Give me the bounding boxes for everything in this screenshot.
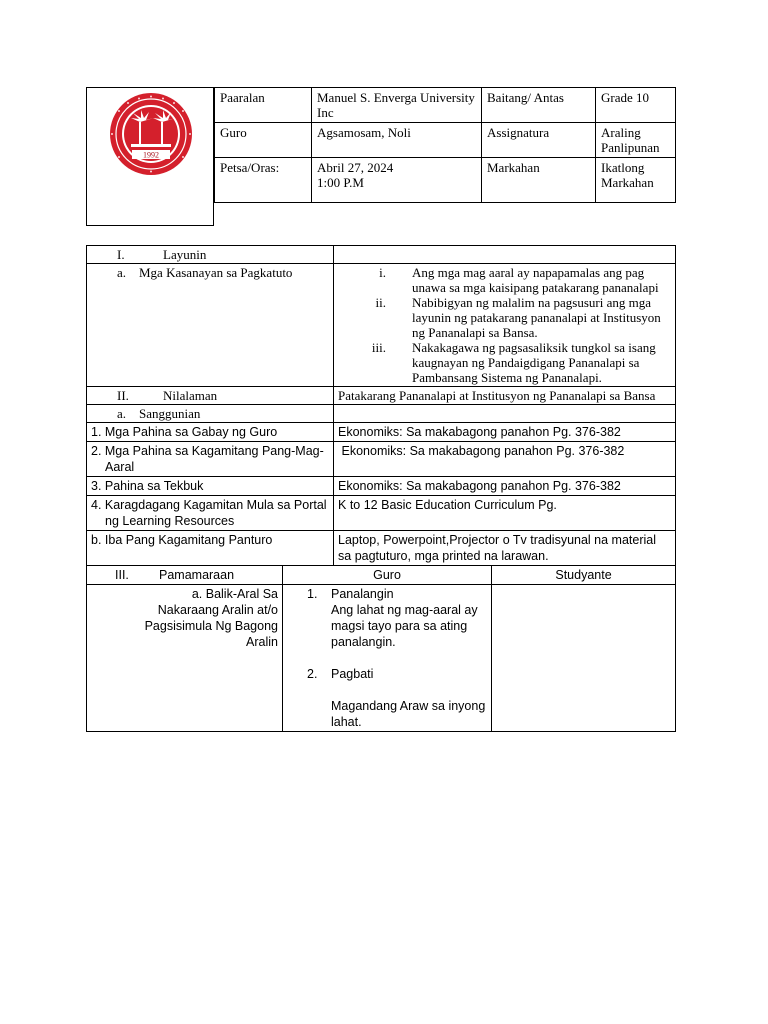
reference-row [87,531,676,566]
reference-row [87,477,676,496]
subject-label: Assignatura [482,123,596,158]
step-title: Pagbati [331,667,374,681]
reference-label: 4. Karagdagang Kagamitan Mula sa Portal ng Learning Resources [87,496,334,531]
date-time-cell [312,158,482,203]
references-heading [87,405,334,423]
school-seal-logo [99,92,203,176]
reference-value: Ekonomiks: Sa makabagong panahon Pg. 376-382 [334,442,676,477]
student-column-header: Studyante [492,566,676,585]
objective-item [338,295,671,340]
procedure-step-label: a. Balik-Aral Sa Nakaraang Aralin at/o Pagsisimula Ng Bagong Aralin [87,585,283,732]
procedure-header-row [87,566,676,585]
spacer [287,650,487,666]
step-text: Magandang Araw sa inyong lahat. [331,699,486,729]
step-text: Ang lahat ng mag-aaral ay magsi tayo para sa ating panalangin. [331,603,478,649]
step-item [287,666,487,730]
teacher-column-header: Guro [283,566,492,585]
content-value: Patakarang Pananalapi at Institusyon ng Pananalapi sa Bansa [334,387,676,405]
objectives-list-cell [334,264,676,387]
item-text: Ang mga mag aaral ay napapamalas ang pag unawa sa mga kaisipang patakarang pananalapi [412,265,659,295]
date-value: Abril 27, 2024 [317,160,394,175]
step-title: Panalangin [331,587,394,601]
teacher-activity-cell [283,585,492,732]
objectives-heading [87,246,334,264]
item-text: Nakakagawa ng pagsasaliksik tungkol sa isang kaugnayan ng Pandaigdigang Pananalapi sa Pambansang Sistema ng Pananalapi. [412,340,656,385]
header-info-table [214,87,676,203]
date-label: Petsa/Oras: [215,158,312,203]
objectives-list [338,265,671,385]
school-label: Paaralan [215,88,312,123]
grade-value: Grade 10 [596,88,676,123]
teacher-value: Agsamosam, Noli [312,123,482,158]
sub-title: Sanggunian [139,406,201,421]
objectives-row [87,264,676,387]
empty-cell [334,405,676,423]
item-number: iii. [371,340,387,355]
objectives-header-row [87,246,676,264]
teacher-steps [287,586,487,730]
subject-value: Araling Panlipunan [596,123,676,158]
section-number: I. [117,247,125,262]
reference-label: 3. Pahina sa Tekbuk [87,477,334,496]
section-title: Nilalaman [163,388,218,403]
sub-title: Mga Kasanayan sa Pagkatuto [139,265,293,280]
item-number: i. [379,265,387,280]
school-value: Manuel S. Enverga University Inc [312,88,482,123]
section-title: Layunin [163,247,207,262]
time-value: 1:00 P.M [317,175,364,190]
quarter-label: Markahan [482,158,596,203]
content-row [87,387,676,405]
references-header-row [87,405,676,423]
logo-cell [86,87,214,226]
objective-item [338,340,671,385]
reference-row [87,423,676,442]
logo-year: 1992 [143,150,159,160]
teacher-label: Guro [215,123,312,158]
item-text: Nabibigyan ng malalim na pagsusuri ang mga layunin ng patakarang pananalapi at Institusyon ng Pananalapi sa Bansa. [412,295,661,340]
quarter-value: Ikatlong Markahan [596,158,676,203]
reference-label: b. Iba Pang Kagamitang Panturo [87,531,334,566]
step-number: 1. [307,587,318,601]
student-activity-cell [492,585,676,732]
section-number: II. [117,388,129,403]
reference-value: Ekonomiks: Sa makabagong panahon Pg. 376-382 [334,477,676,496]
sub-letter: a. [117,406,127,421]
procedure-row [87,585,676,732]
grade-label: Baitang/ Antas [482,88,596,123]
step-number: 2. [307,667,318,681]
reference-row [87,496,676,531]
step-item [287,586,487,650]
section-number: III. [115,568,129,582]
reference-row [87,442,676,477]
reference-label: 1. Mga Pahina sa Gabay ng Guro [87,423,334,442]
content-heading [87,387,334,405]
reference-label: 2. Mga Pahina sa Kagamitang Pang-Mag-Aaral [87,442,334,477]
reference-value: K to 12 Basic Education Curriculum Pg. [334,496,676,531]
sub-letter: a. [117,265,127,280]
lesson-plan-table [86,245,676,732]
section-title: Pamamaraan [159,568,235,582]
item-number: ii. [375,295,387,310]
objectives-sub-heading [87,264,334,387]
procedure-heading [87,566,283,585]
objective-item [338,265,671,295]
spacer [331,682,487,698]
reference-value: Laptop, Powerpoint,Projector o Tv tradisyunal na material sa pagtuturo, mga printed na larawan. [334,531,676,566]
empty-cell [334,246,676,264]
reference-value: Ekonomiks: Sa makabagong panahon Pg. 376-382 [334,423,676,442]
